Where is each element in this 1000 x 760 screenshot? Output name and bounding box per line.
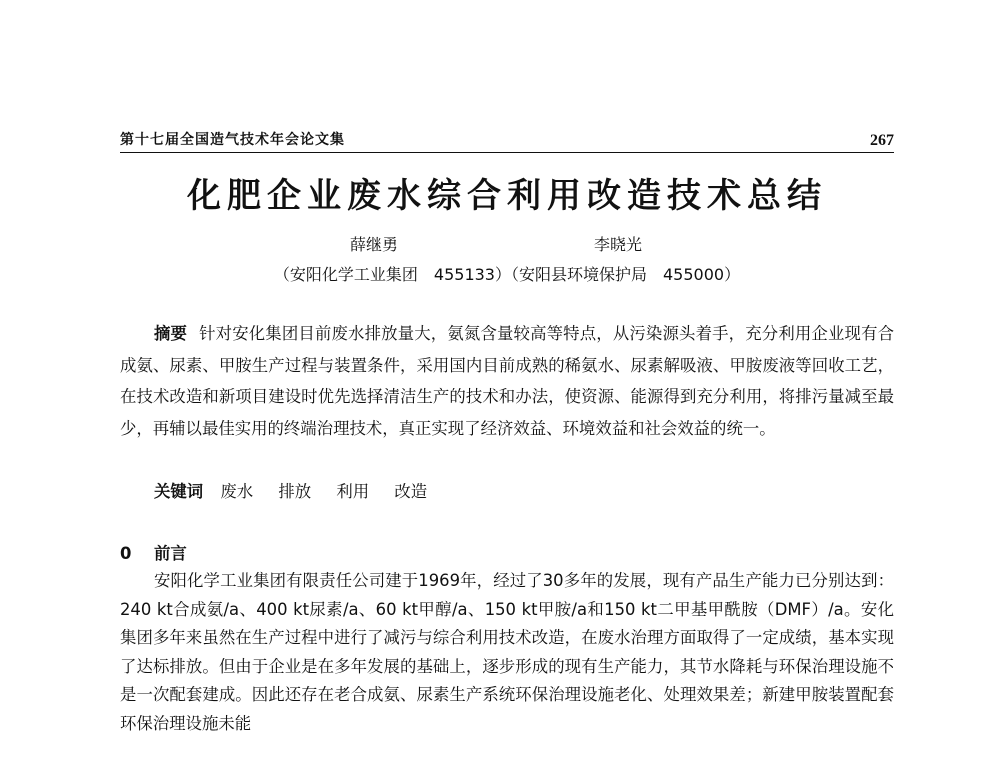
keyword: 废水 — [220, 482, 254, 501]
page-number: 267 — [870, 132, 894, 149]
keyword: 改造 — [394, 482, 428, 501]
abstract-label: 摘要 — [154, 324, 188, 343]
keyword: 排放 — [278, 482, 312, 501]
keyword: 利用 — [336, 482, 370, 501]
running-header — [120, 128, 894, 153]
proceedings-title: 第十七届全国造气技术年会论文集 — [120, 132, 345, 148]
keywords — [154, 478, 447, 502]
paper-title: 化肥企业废水综合利用改造技术总结 — [187, 176, 827, 216]
section-title: 前言 — [154, 544, 187, 563]
author-name: 薛继勇 — [350, 235, 399, 254]
section-heading — [120, 540, 187, 564]
section-number: 0 — [120, 544, 132, 563]
abstract-text: 针对安化集团目前废水排放量大，氨氮含量较高等特点，从污染源头着手，充分利用企业现有合成氨、尿素、甲胺生产过程与装置条件，采用国内目前成熟的稀氨水、尿素解吸液、甲胺废液等回收工艺，在技术改造和新项目建设时优先选择清洁生产的技术和办法，使资源、能源得到充分利用，将排污量减至最少，再辅以最佳实用的终端治理技术，真正实现了经济效益、环境效益和社会效益的统一。 — [120, 324, 895, 438]
abstract — [120, 318, 894, 444]
body-paragraph: 安阳化学工业集团有限责任公司建于1969年，经过了30多年的发展，现有产品生产能力已分别达到：240 kt合成氨/a、400 kt尿素/a、60 kt甲醇/a、150 kt甲胺/a和150 kt二甲基甲酰胺（DMF）/a。安化集团多年来虽然在生产过程中进行了减污与综合利用技术改造，在废水治理方面取得了一定成绩，基本实现了达标排放。但由于企业是在多年发展的基础上，逐步形成的现有生产能力，其节水降耗与环保治理设施不是一次配套建成。因此还存在老合成氨、尿素生产系统环保治理设施老化、处理效果差；新建甲胺装置配套环保治理设施未能 — [120, 571, 894, 733]
affiliations: （安阳化学工业集团 455133）（安阳县环境保护局 455000） — [273, 265, 741, 284]
author-name: 李晓光 — [594, 235, 643, 254]
keywords-label: 关键词 — [154, 482, 204, 501]
